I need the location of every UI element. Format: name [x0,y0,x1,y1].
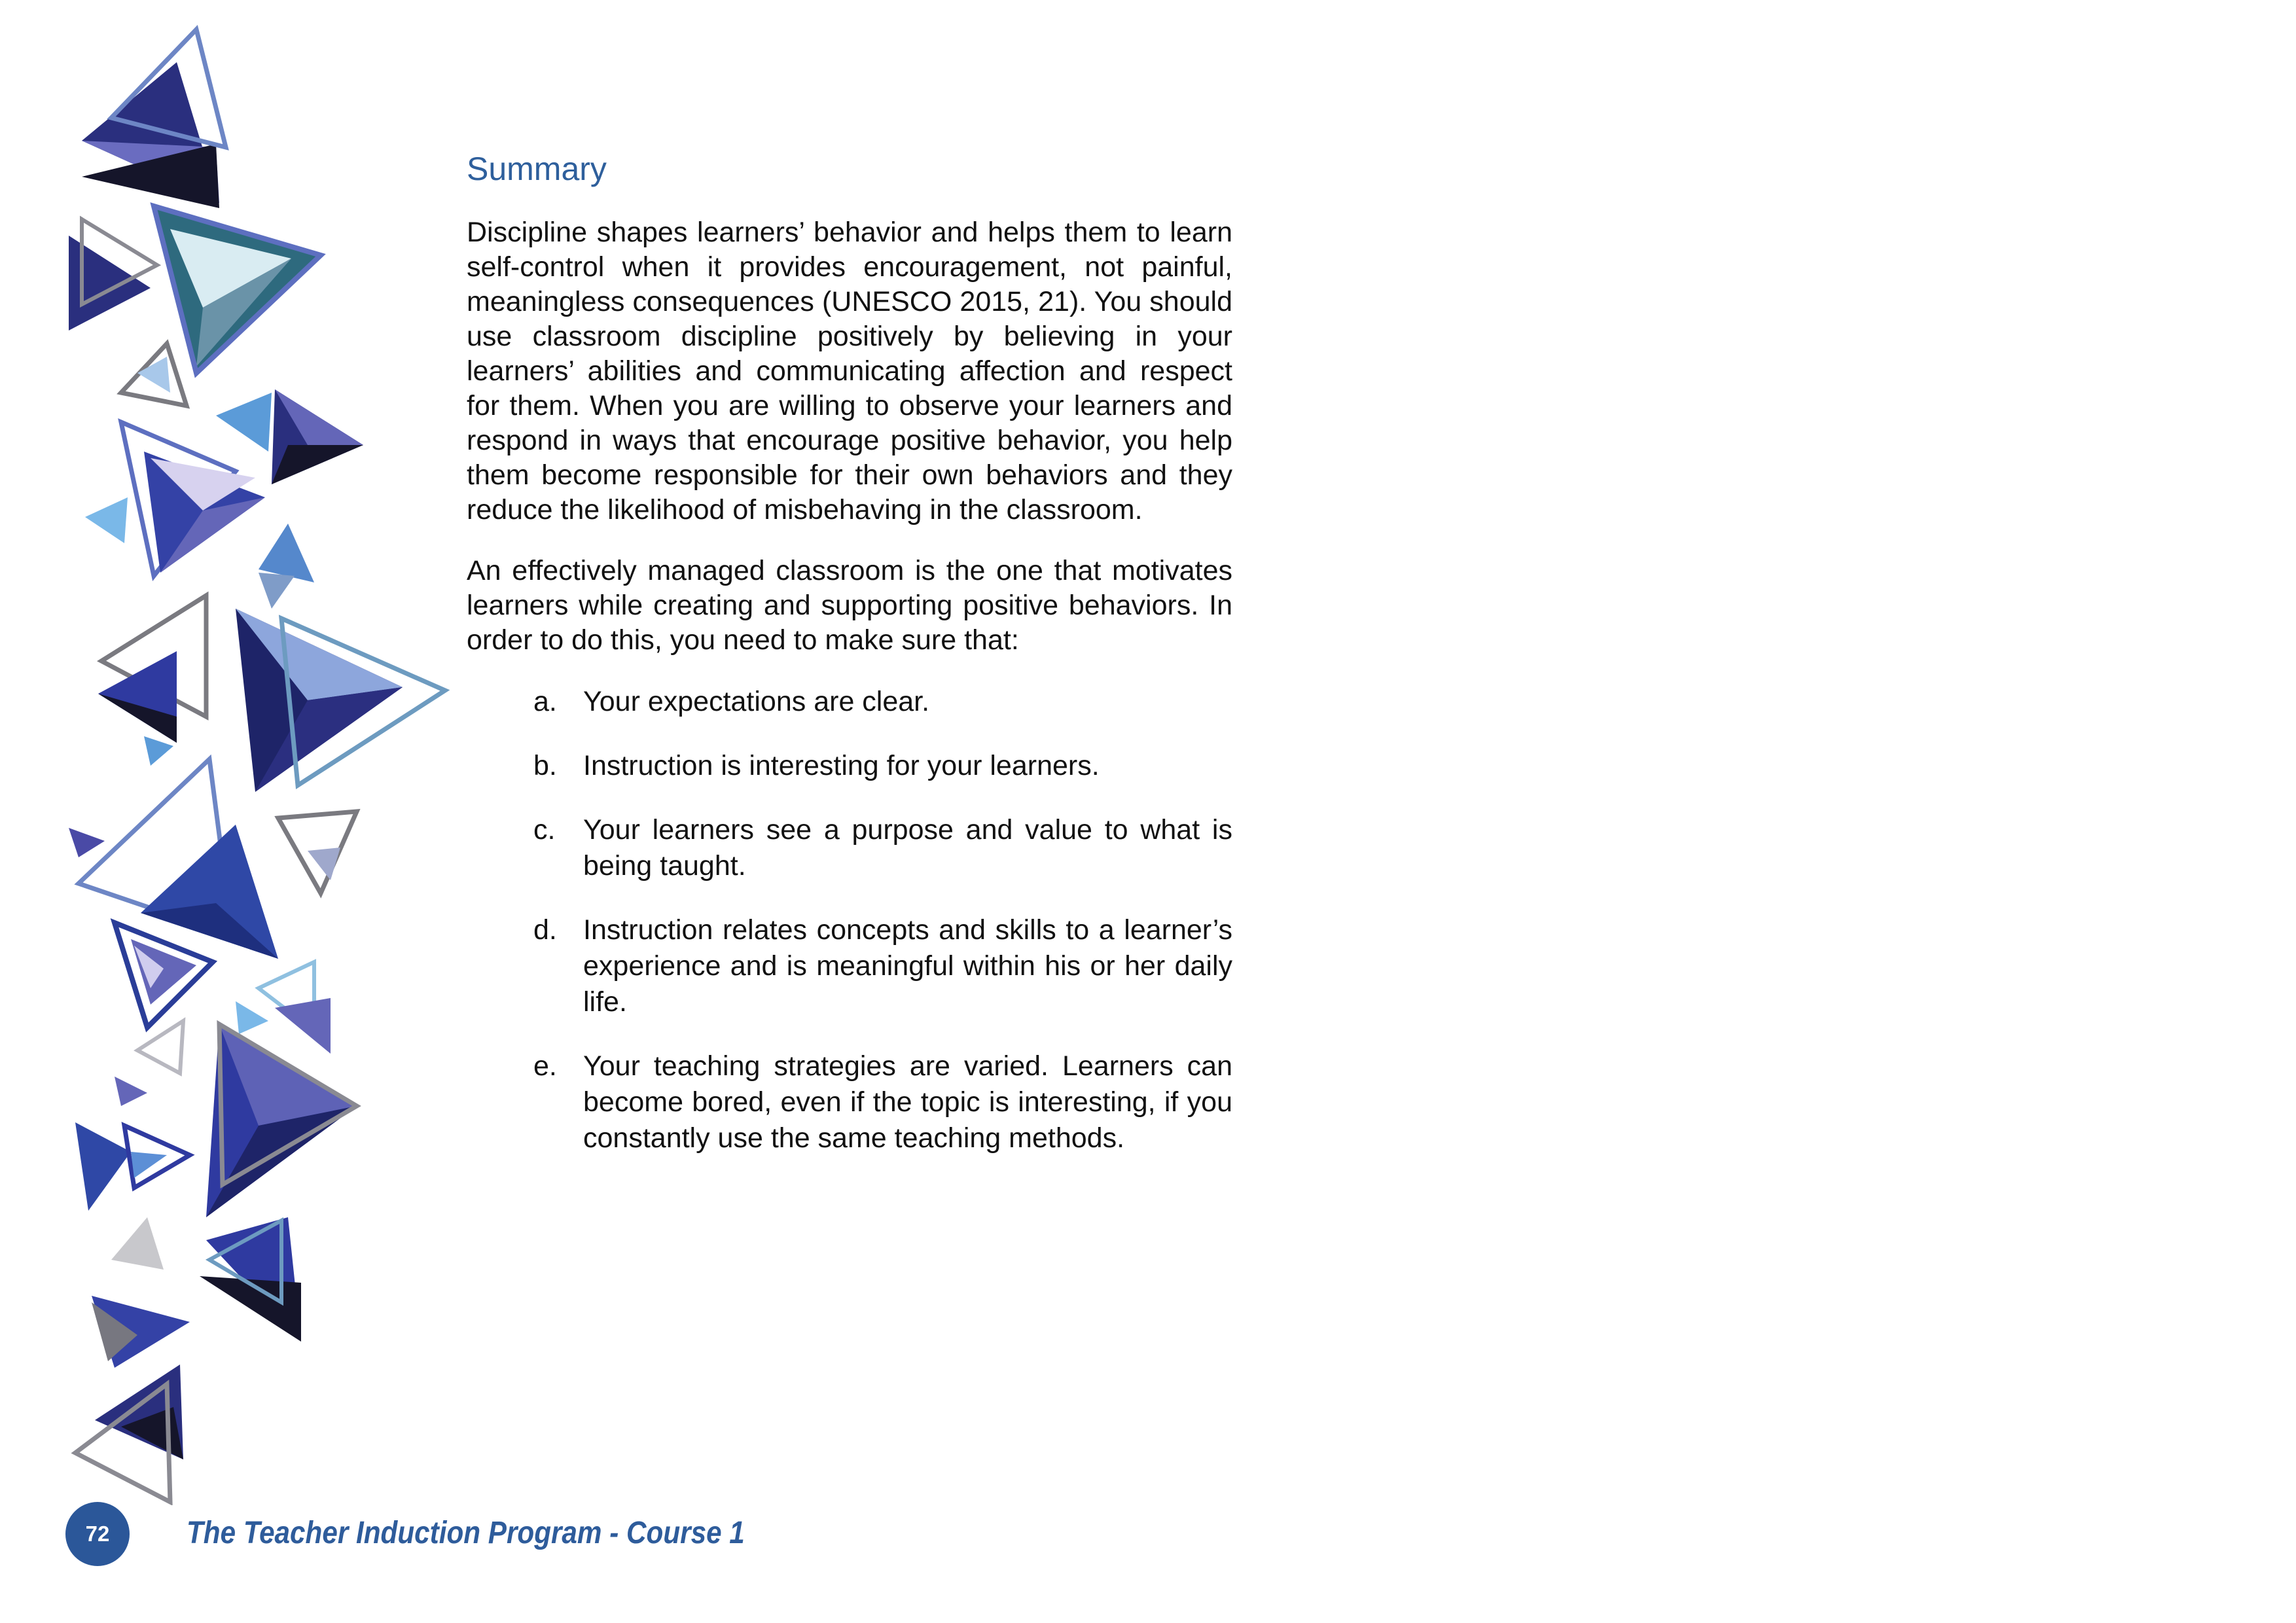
list-marker: d. [533,914,557,946]
paragraph: An effectively managed classroom is the one that motivates learners while creating and supporting positive behaviors. In order to do this, you need to make sure that: [467,555,1232,656]
list-item [467,748,1232,784]
list-item-text: Your expectations are clear. [583,686,930,717]
deco-triangle [75,1122,131,1211]
list-item-text: Instruction relates concepts and skills to a learner’s experience and is meaningful within his or her daily life. [583,914,1232,1018]
paragraph: Discipline shapes learners’ behavior and helps them to learn self-control when it provides encouragement, not painful, meaningless consequences (UNESCO 2015, 21). You should use classroom discipline positively by believing in your learners’ abilities and communicating affection and respect for them. When you are willing to observe your learners and respond in ways that encourage positive behavior, you help them become responsible for their own behaviors and they reduce the likelihood of misbehaving in the classroom. [467,217,1232,526]
deco-triangle [275,998,331,1054]
footer-title: The Teacher Induction Program - Course 1 [187,1516,745,1550]
list-item-text: Your teaching strategies are varied. Learners can become bored, even if the topic is interesting, if you constantly use the same teaching methods. [583,1050,1232,1154]
deco-triangle [137,1021,183,1073]
list-item [467,684,1232,720]
deco-triangle [259,573,295,609]
deco-triangle [141,825,278,959]
list-item [467,1048,1232,1156]
list-item [467,812,1232,884]
deco-triangle [137,357,170,393]
deco-triangle [236,1001,268,1034]
deco-triangle [69,828,105,857]
requirements-list [467,684,1232,1156]
page-number-badge: 72 [65,1502,130,1566]
deco-triangle [216,393,272,452]
section-heading: Summary [467,151,607,187]
list-marker: a. [533,686,557,717]
list-item [467,912,1232,1020]
list-marker: b. [533,750,557,781]
deco-triangle [85,497,128,543]
deco-triangle [111,1217,164,1270]
main-content [467,147,1232,1185]
list-marker: e. [533,1050,557,1082]
list-item-text: Your learners see a purpose and value to what is being taught. [583,814,1232,882]
list-marker: c. [533,814,556,846]
deco-triangle [144,736,173,766]
triangle-pattern-icon [0,0,471,1505]
list-item-text: Instruction is interesting for your learners. [583,750,1100,781]
deco-triangle [115,1077,147,1106]
